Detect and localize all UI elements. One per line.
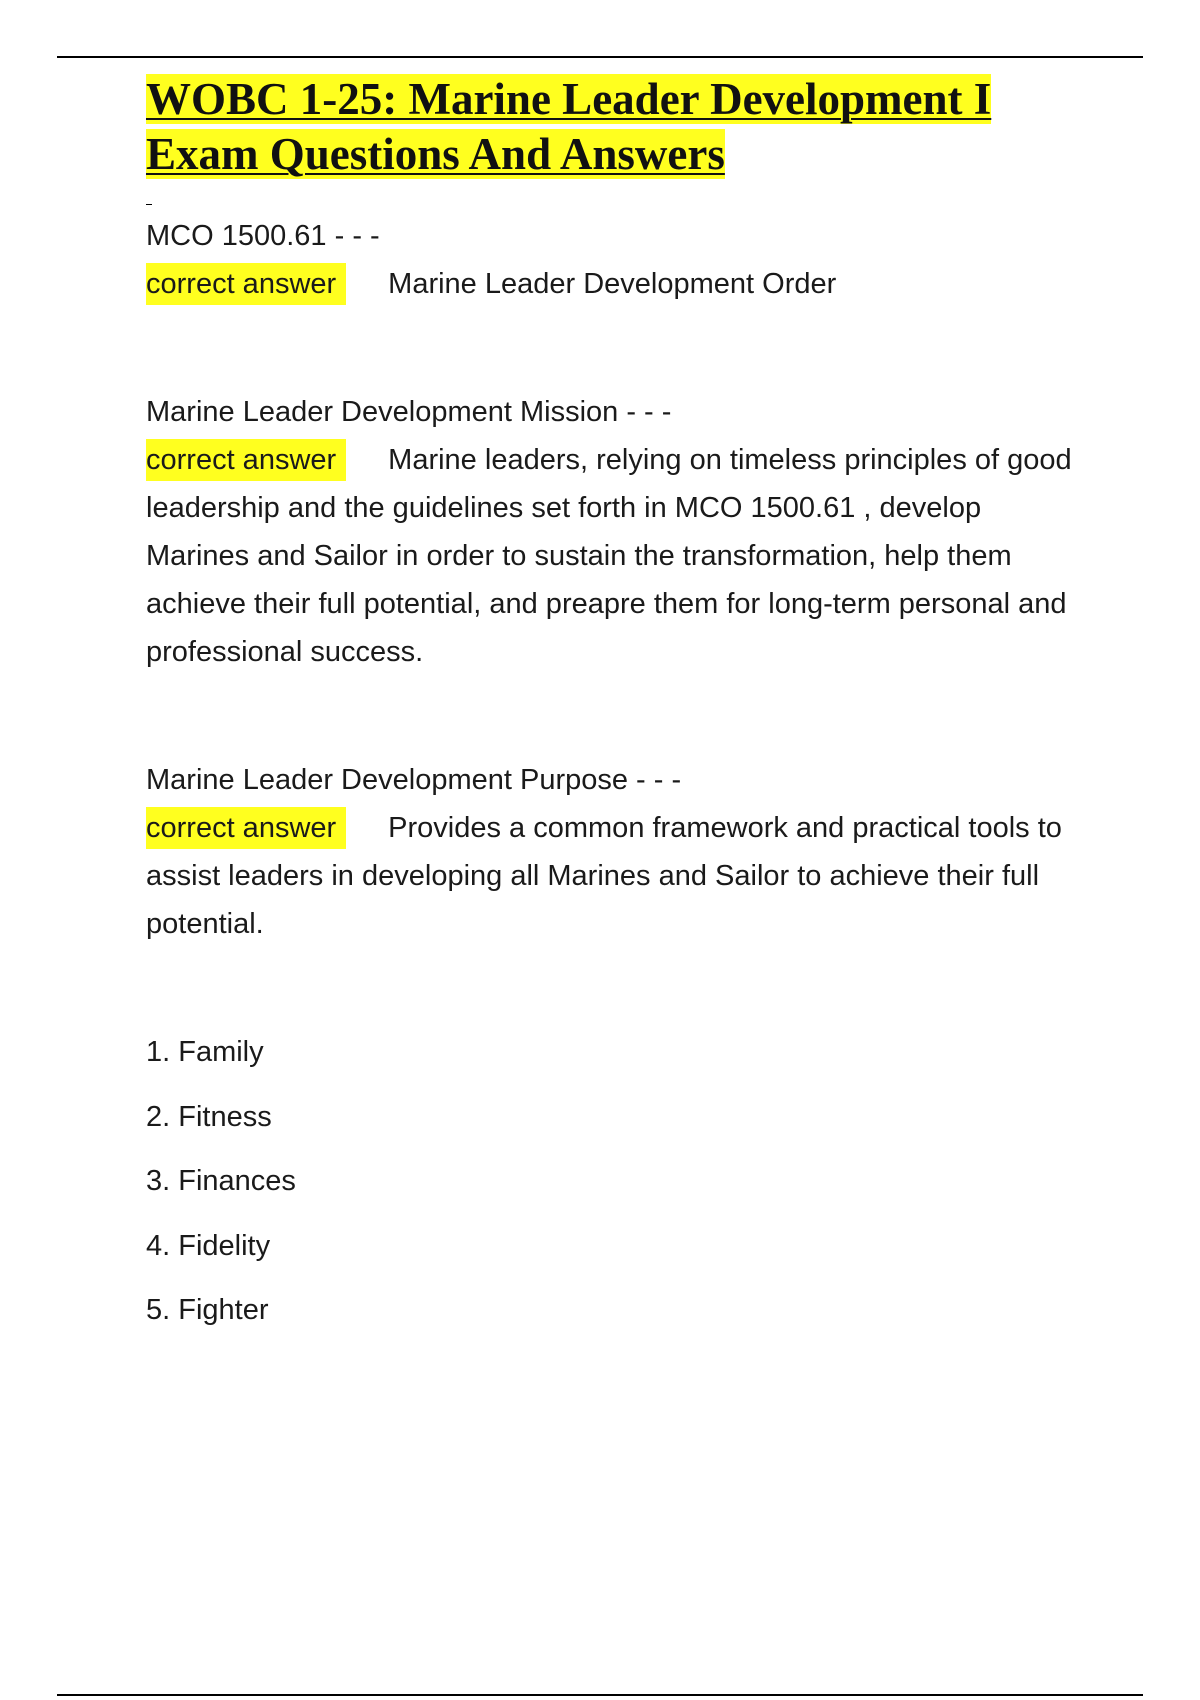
answer-text — [146, 260, 1076, 308]
qa-item-3 — [146, 756, 1076, 948]
list-item: 1. Family — [146, 1036, 264, 1068]
correct-answer-badge: correct answer — [146, 439, 346, 481]
title-underline-remnant — [146, 204, 152, 205]
answer-body: Marine leaders, relying on timeless principles of good leadership and the guidelines set forth in MCO 1500.61 , develop Marines and Sailor in order to sustain the transformation, help them achieve their full potential, and preapre them for long-term personal and professional success. — [146, 444, 1072, 668]
list-item: 5. Fighter — [146, 1294, 269, 1326]
bottom-rule — [57, 1694, 1143, 1696]
top-rule — [57, 56, 1143, 58]
question-text: Marine Leader Development Mission - - - — [146, 396, 672, 428]
qa-item-2 — [146, 388, 1076, 676]
question-text: MCO 1500.61 - - - — [146, 220, 380, 252]
question-text: Marine Leader Development Purpose - - - — [146, 764, 682, 796]
correct-answer-badge: correct answer — [146, 263, 346, 305]
answer-text — [146, 436, 1076, 676]
correct-answer-badge: correct answer — [146, 807, 346, 849]
list-item: 3. Finances — [146, 1165, 296, 1197]
answer-body: Provides a common framework and practical tools to assist leaders in developing all Marines and Sailor to achieve their full potential. — [146, 812, 1062, 940]
document-body — [146, 212, 1076, 1351]
document-title-text: WOBC 1-25: Marine Leader Development I Exam Questions And Answers — [146, 74, 992, 179]
answer-text — [146, 804, 1076, 948]
list-item: 4. Fidelity — [146, 1229, 271, 1262]
answer-body: Marine Leader Development Order — [388, 268, 837, 300]
document-title — [146, 72, 1086, 182]
qa-item-1 — [146, 212, 1076, 308]
list-item: 2. Fitness — [146, 1100, 272, 1133]
numbered-list — [146, 1028, 1076, 1351]
